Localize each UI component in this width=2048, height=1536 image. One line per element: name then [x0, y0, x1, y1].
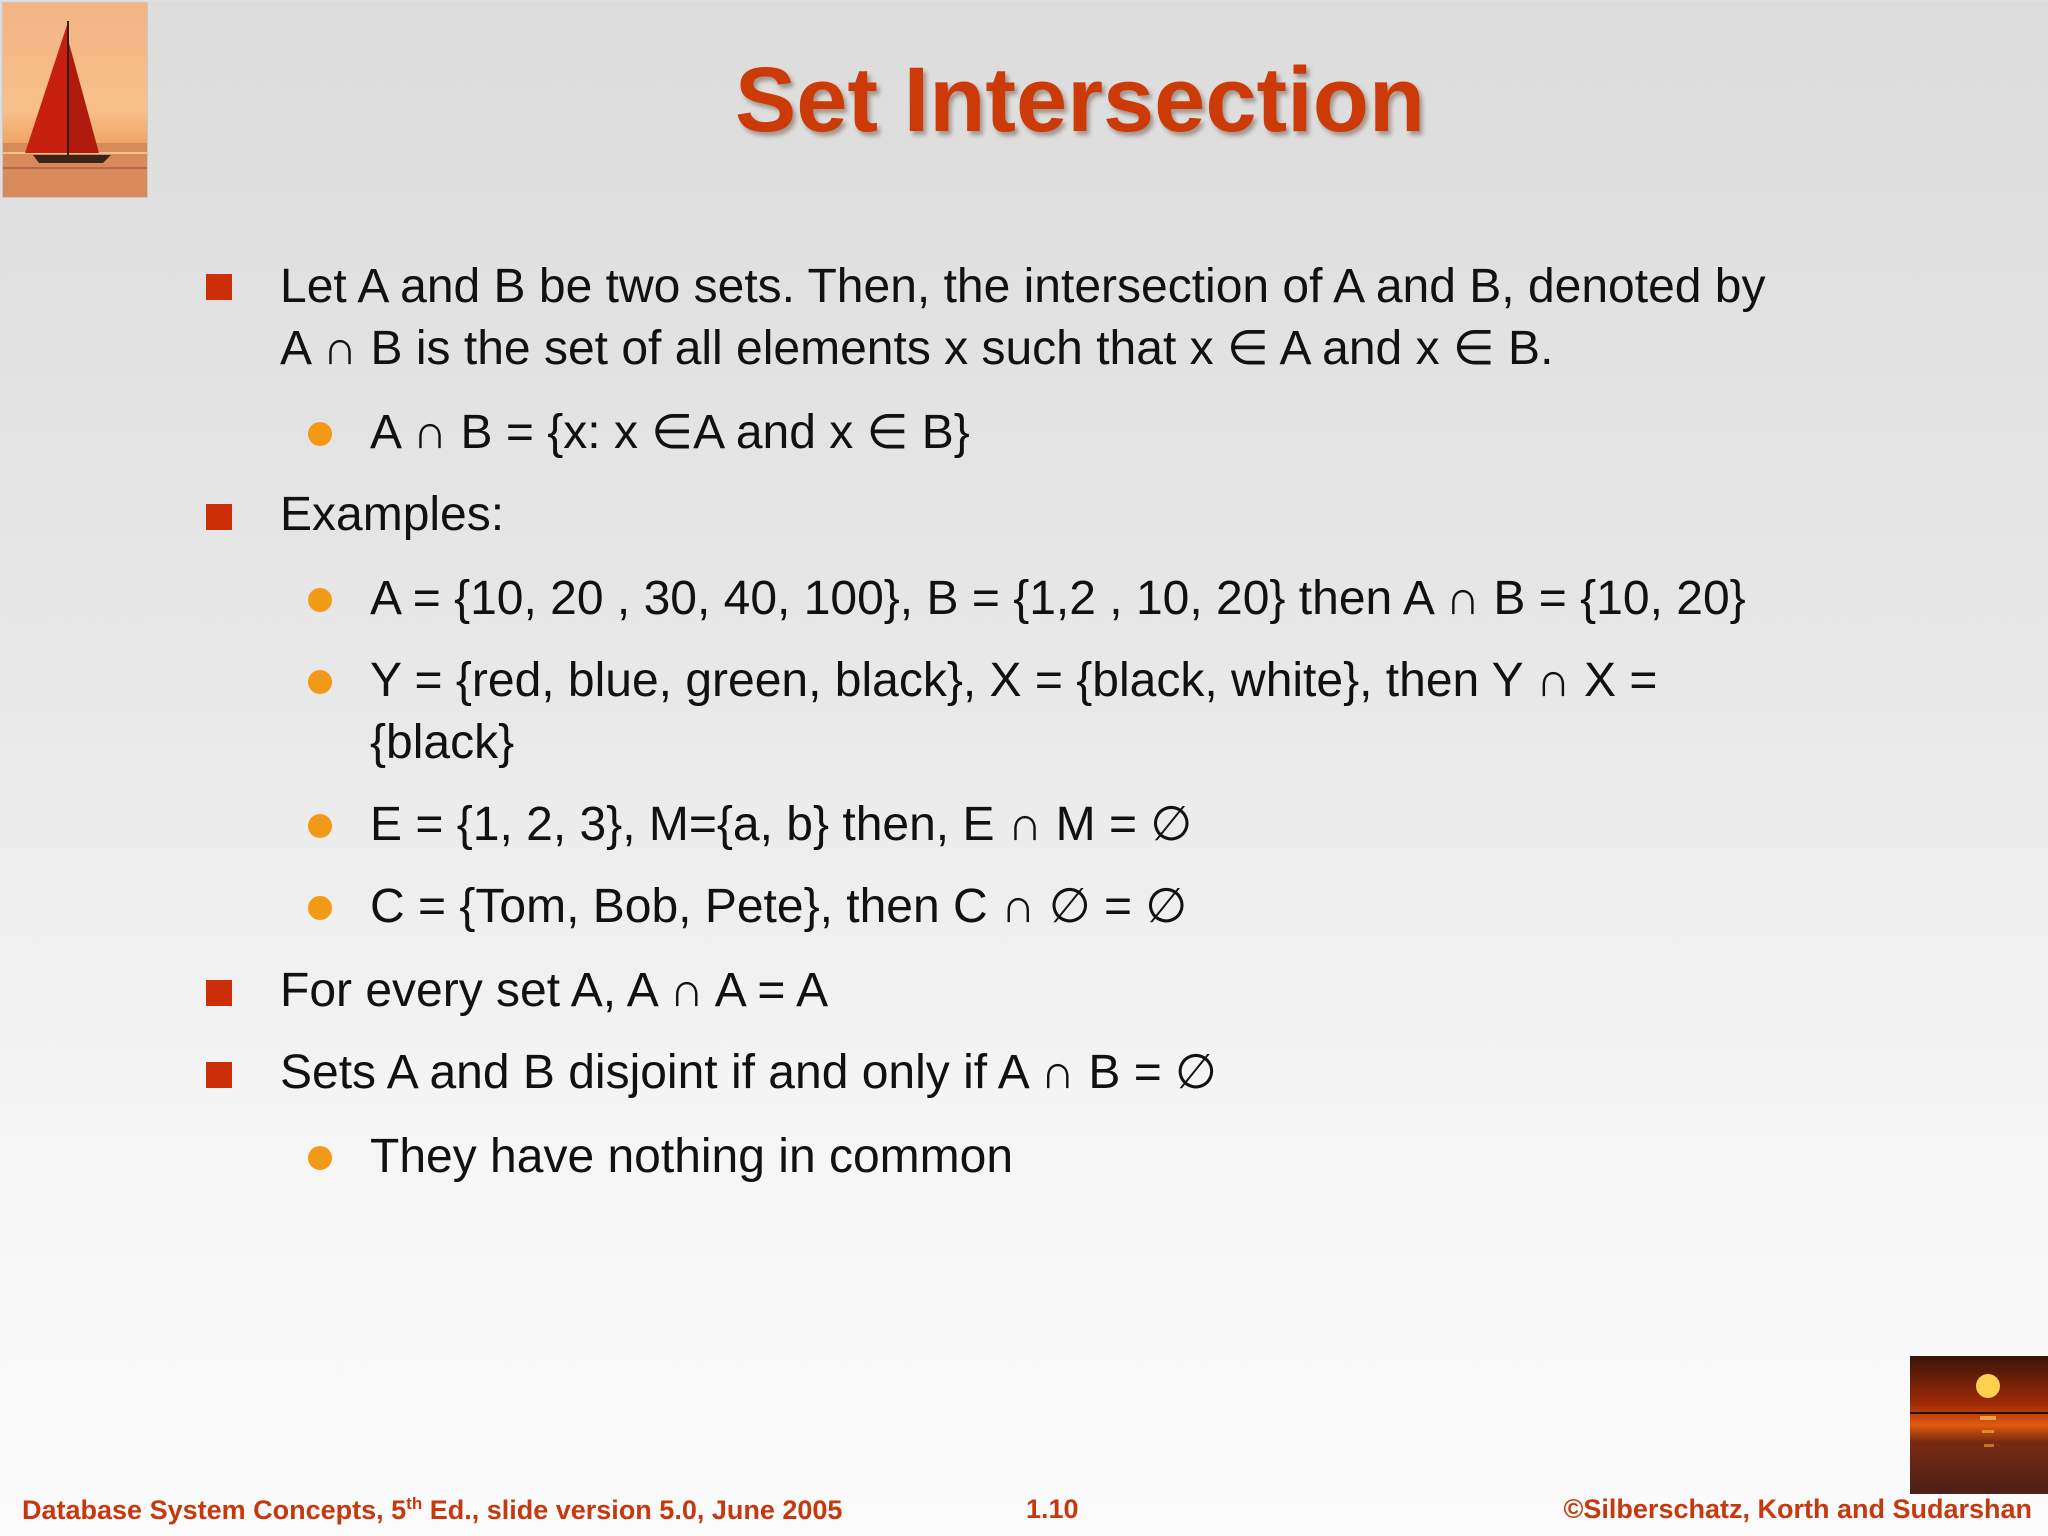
square-bullet-icon	[206, 980, 232, 1006]
bullet-text: A = {10, 20 , 30, 40, 100}, B = {1,2 , 10, 20} then A ∩ B = {10, 20}	[370, 572, 1746, 625]
footer-edition-sup: th	[406, 1494, 423, 1513]
round-bullet-icon	[308, 814, 332, 838]
footer-book-info	[22, 1494, 842, 1526]
round-bullet-icon	[308, 896, 332, 920]
bullet-text: A ∩ B = {x: x ∈A and x ∈ B}	[370, 406, 970, 459]
bullet-text: For every set A, A ∩ A = A	[280, 964, 829, 1017]
bullet-text: Sets A and B disjoint if and only if A ∩ B = ∅	[280, 1046, 1217, 1099]
sunset-image	[1910, 1356, 2048, 1494]
footer-copyright: ©Silberschatz, Korth and Sudarshan	[1563, 1494, 2032, 1524]
slide-number: 1.10	[1026, 1494, 1079, 1524]
bullet-text: Let A and B be two sets. Then, the intersection of A and B, denoted by	[280, 260, 1766, 313]
square-bullet-icon	[206, 274, 232, 300]
bullet-text: A ∩ B is the set of all elements x such that x ∈ A and x ∈ B.	[280, 322, 1554, 375]
round-bullet-icon	[308, 1146, 332, 1170]
round-bullet-icon	[308, 588, 332, 612]
bullet-text: Y = {red, blue, green, black}, X = {black, white}, then Y ∩ X =	[370, 654, 1658, 707]
bullet-text: C = {Tom, Bob, Pete}, then C ∩ ∅ = ∅	[370, 880, 1188, 933]
square-bullet-icon	[206, 504, 232, 530]
bullet-text: Examples:	[280, 488, 505, 541]
footer-book: Database System Concepts, 5	[22, 1495, 407, 1525]
bullet-text: E = {1, 2, 3}, M={a, b} then, E ∩ M = ∅	[370, 798, 1193, 851]
slide-title: Set Intersection	[734, 49, 1426, 151]
bullet-text: {black}	[370, 716, 515, 769]
square-bullet-icon	[206, 1062, 232, 1088]
round-bullet-icon	[308, 422, 332, 446]
bullet-text: They have nothing in common	[370, 1130, 1014, 1183]
round-bullet-icon	[308, 670, 332, 694]
footer-version: Ed., slide version 5.0, June 2005	[422, 1495, 843, 1525]
